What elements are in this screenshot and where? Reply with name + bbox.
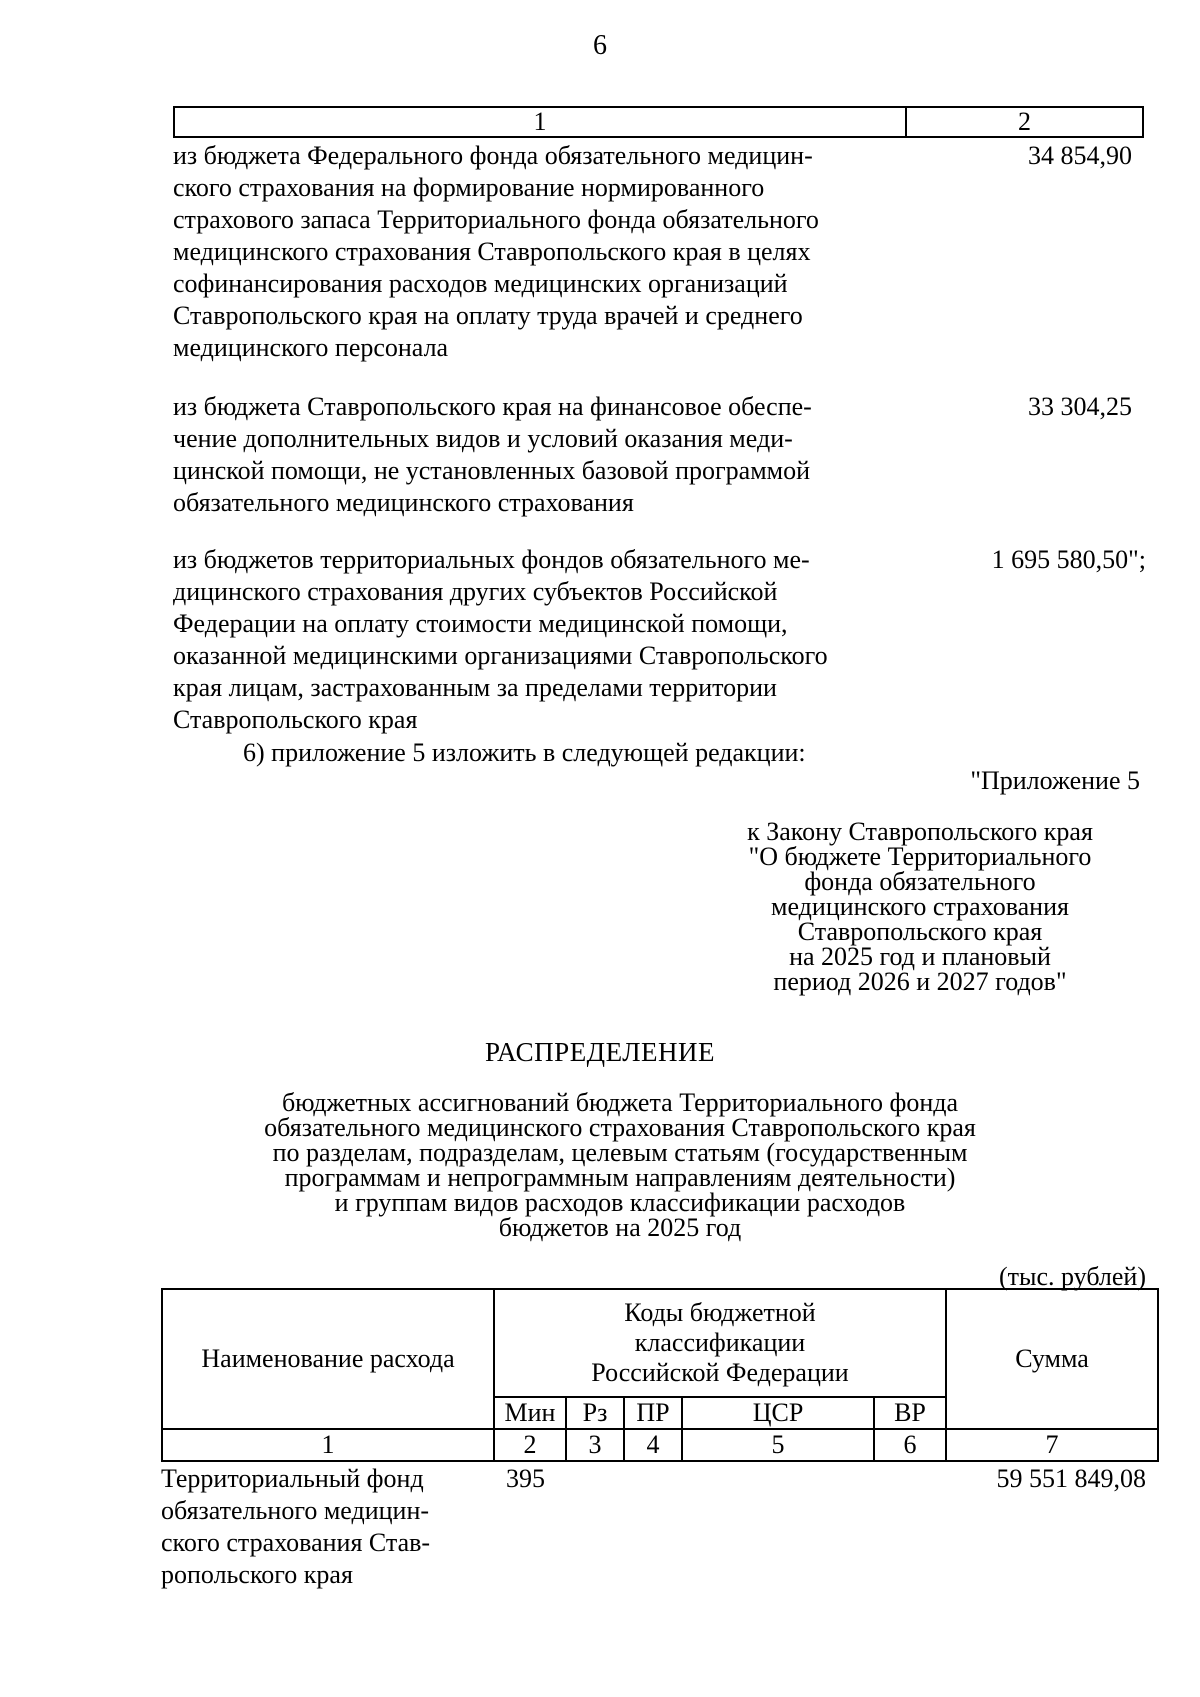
item-line: софинансирования расходов медицинских организаций <box>173 269 788 298</box>
law-line: фонда обязательного <box>804 867 1036 896</box>
item-line: оказанной медицинскими организациями Ставропольского <box>173 641 828 670</box>
subtitle-line: и группам видов расходов классификации расходов <box>334 1188 906 1217</box>
column-number: 2 <box>494 1429 566 1461</box>
table-row <box>161 1463 1146 1593</box>
item-line: чение дополнительных видов и условий оказания меди- <box>173 424 793 453</box>
subheader-pr: ПР <box>624 1397 682 1429</box>
item-line: края лицам, застрахованным за пределами территории <box>173 673 777 702</box>
item-1-text <box>173 140 893 364</box>
header-sum: Сумма <box>946 1289 1158 1429</box>
item-line: из бюджета Ставропольского края на финансовое обеспе- <box>173 392 812 421</box>
item-1-amount: 34 854,90 <box>1028 141 1132 170</box>
header-codes-line: Российской Федерации <box>591 1358 849 1387</box>
subtitle-line: программам и непрограммным направлениям деятельности) <box>284 1163 956 1192</box>
header-name: Наименование расхода <box>162 1289 494 1429</box>
item-line: из бюджета Федерального фонда обязательного медицин- <box>173 141 813 170</box>
item-line: дицинского страхования других субъектов Российской <box>173 577 778 606</box>
subheader-min: Мин <box>494 1397 566 1429</box>
header-codes-line: классификации <box>634 1328 806 1357</box>
item-line: Федерации на оплату стоимости медицинской помощи, <box>173 609 788 638</box>
item-line: медицинского страхования Ставропольского края в целях <box>173 237 811 266</box>
subheader-csr: ЦСР <box>682 1397 874 1429</box>
row-min-code: 395 <box>506 1464 545 1493</box>
law-line: медицинского страхования <box>771 892 1069 921</box>
law-line: "О бюджете Территориального <box>748 842 1092 871</box>
law-line: Ставропольского края <box>797 917 1043 946</box>
column-number: 4 <box>624 1429 682 1461</box>
item-line: Ставропольского края на оплату труда врачей и среднего <box>173 301 803 330</box>
column-number: 1 <box>162 1429 494 1461</box>
subheader-vr: ВР <box>874 1397 946 1429</box>
item-line: страхового запаса Территориального фонда обязательного <box>173 205 819 234</box>
column-number: 3 <box>566 1429 624 1461</box>
law-line: на 2025 год и плановый <box>789 942 1051 971</box>
column-number: 7 <box>946 1429 1158 1461</box>
document-subtitle <box>230 1090 1010 1240</box>
top-col1: 1 <box>175 108 907 136</box>
row-name-line: ропольского края <box>161 1560 353 1589</box>
row-name <box>161 1463 491 1591</box>
law-reference <box>700 819 1140 994</box>
top-col2: 2 <box>1018 107 1031 136</box>
subtitle-line: бюджетных ассигнований бюджета Территориального фонда <box>281 1088 959 1117</box>
item-3-text <box>173 544 913 736</box>
item-line: обязательного медицинского страхования <box>173 488 634 517</box>
item-2-text <box>173 391 893 519</box>
column-number: 5 <box>682 1429 874 1461</box>
instruction-paragraph: 6) приложение 5 изложить в следующей редакции: <box>243 738 806 767</box>
row-sum: 59 551 849,08 <box>996 1464 1146 1493</box>
top-column-header <box>173 106 1144 138</box>
item-3-amount: 1 695 580,50"; <box>991 545 1146 574</box>
subtitle-line: по разделам, подразделам, целевым статьям (государственным <box>272 1138 968 1167</box>
appendix-label: "Приложение 5 <box>970 766 1140 795</box>
allocation-table <box>161 1288 1159 1462</box>
header-codes-line: Коды бюджетной <box>624 1298 816 1327</box>
units-label: (тыс. рублей) <box>998 1262 1146 1291</box>
document-title: РАСПРЕДЕЛЕНИЕ <box>484 1037 716 1067</box>
subtitle-line: обязательного медицинского страхования Ставропольского края <box>264 1113 976 1142</box>
subheader-rz: Рз <box>566 1397 624 1429</box>
row-name-line: обязательного медицин- <box>161 1496 430 1525</box>
page-number: 6 <box>593 30 607 61</box>
item-line: Ставропольского края <box>173 705 418 734</box>
item-line: медицинского персонала <box>173 333 449 362</box>
item-line: ского страхования на формирование нормированного <box>173 173 765 202</box>
row-name-line: ского страхования Став- <box>161 1528 431 1557</box>
item-line: из бюджетов территориальных фондов обязательного ме- <box>173 545 810 574</box>
law-line: период 2026 и 2027 годов" <box>773 967 1067 996</box>
subtitle-line: бюджетов на 2025 год <box>498 1213 742 1242</box>
header-codes <box>494 1289 946 1397</box>
law-line: к Закону Ставропольского края <box>747 817 1093 846</box>
item-line: цинской помощи, не установленных базовой программой <box>173 456 811 485</box>
column-number: 6 <box>874 1429 946 1461</box>
item-2-amount: 33 304,25 <box>1028 392 1132 421</box>
row-name-line: Территориальный фонд <box>161 1464 424 1493</box>
